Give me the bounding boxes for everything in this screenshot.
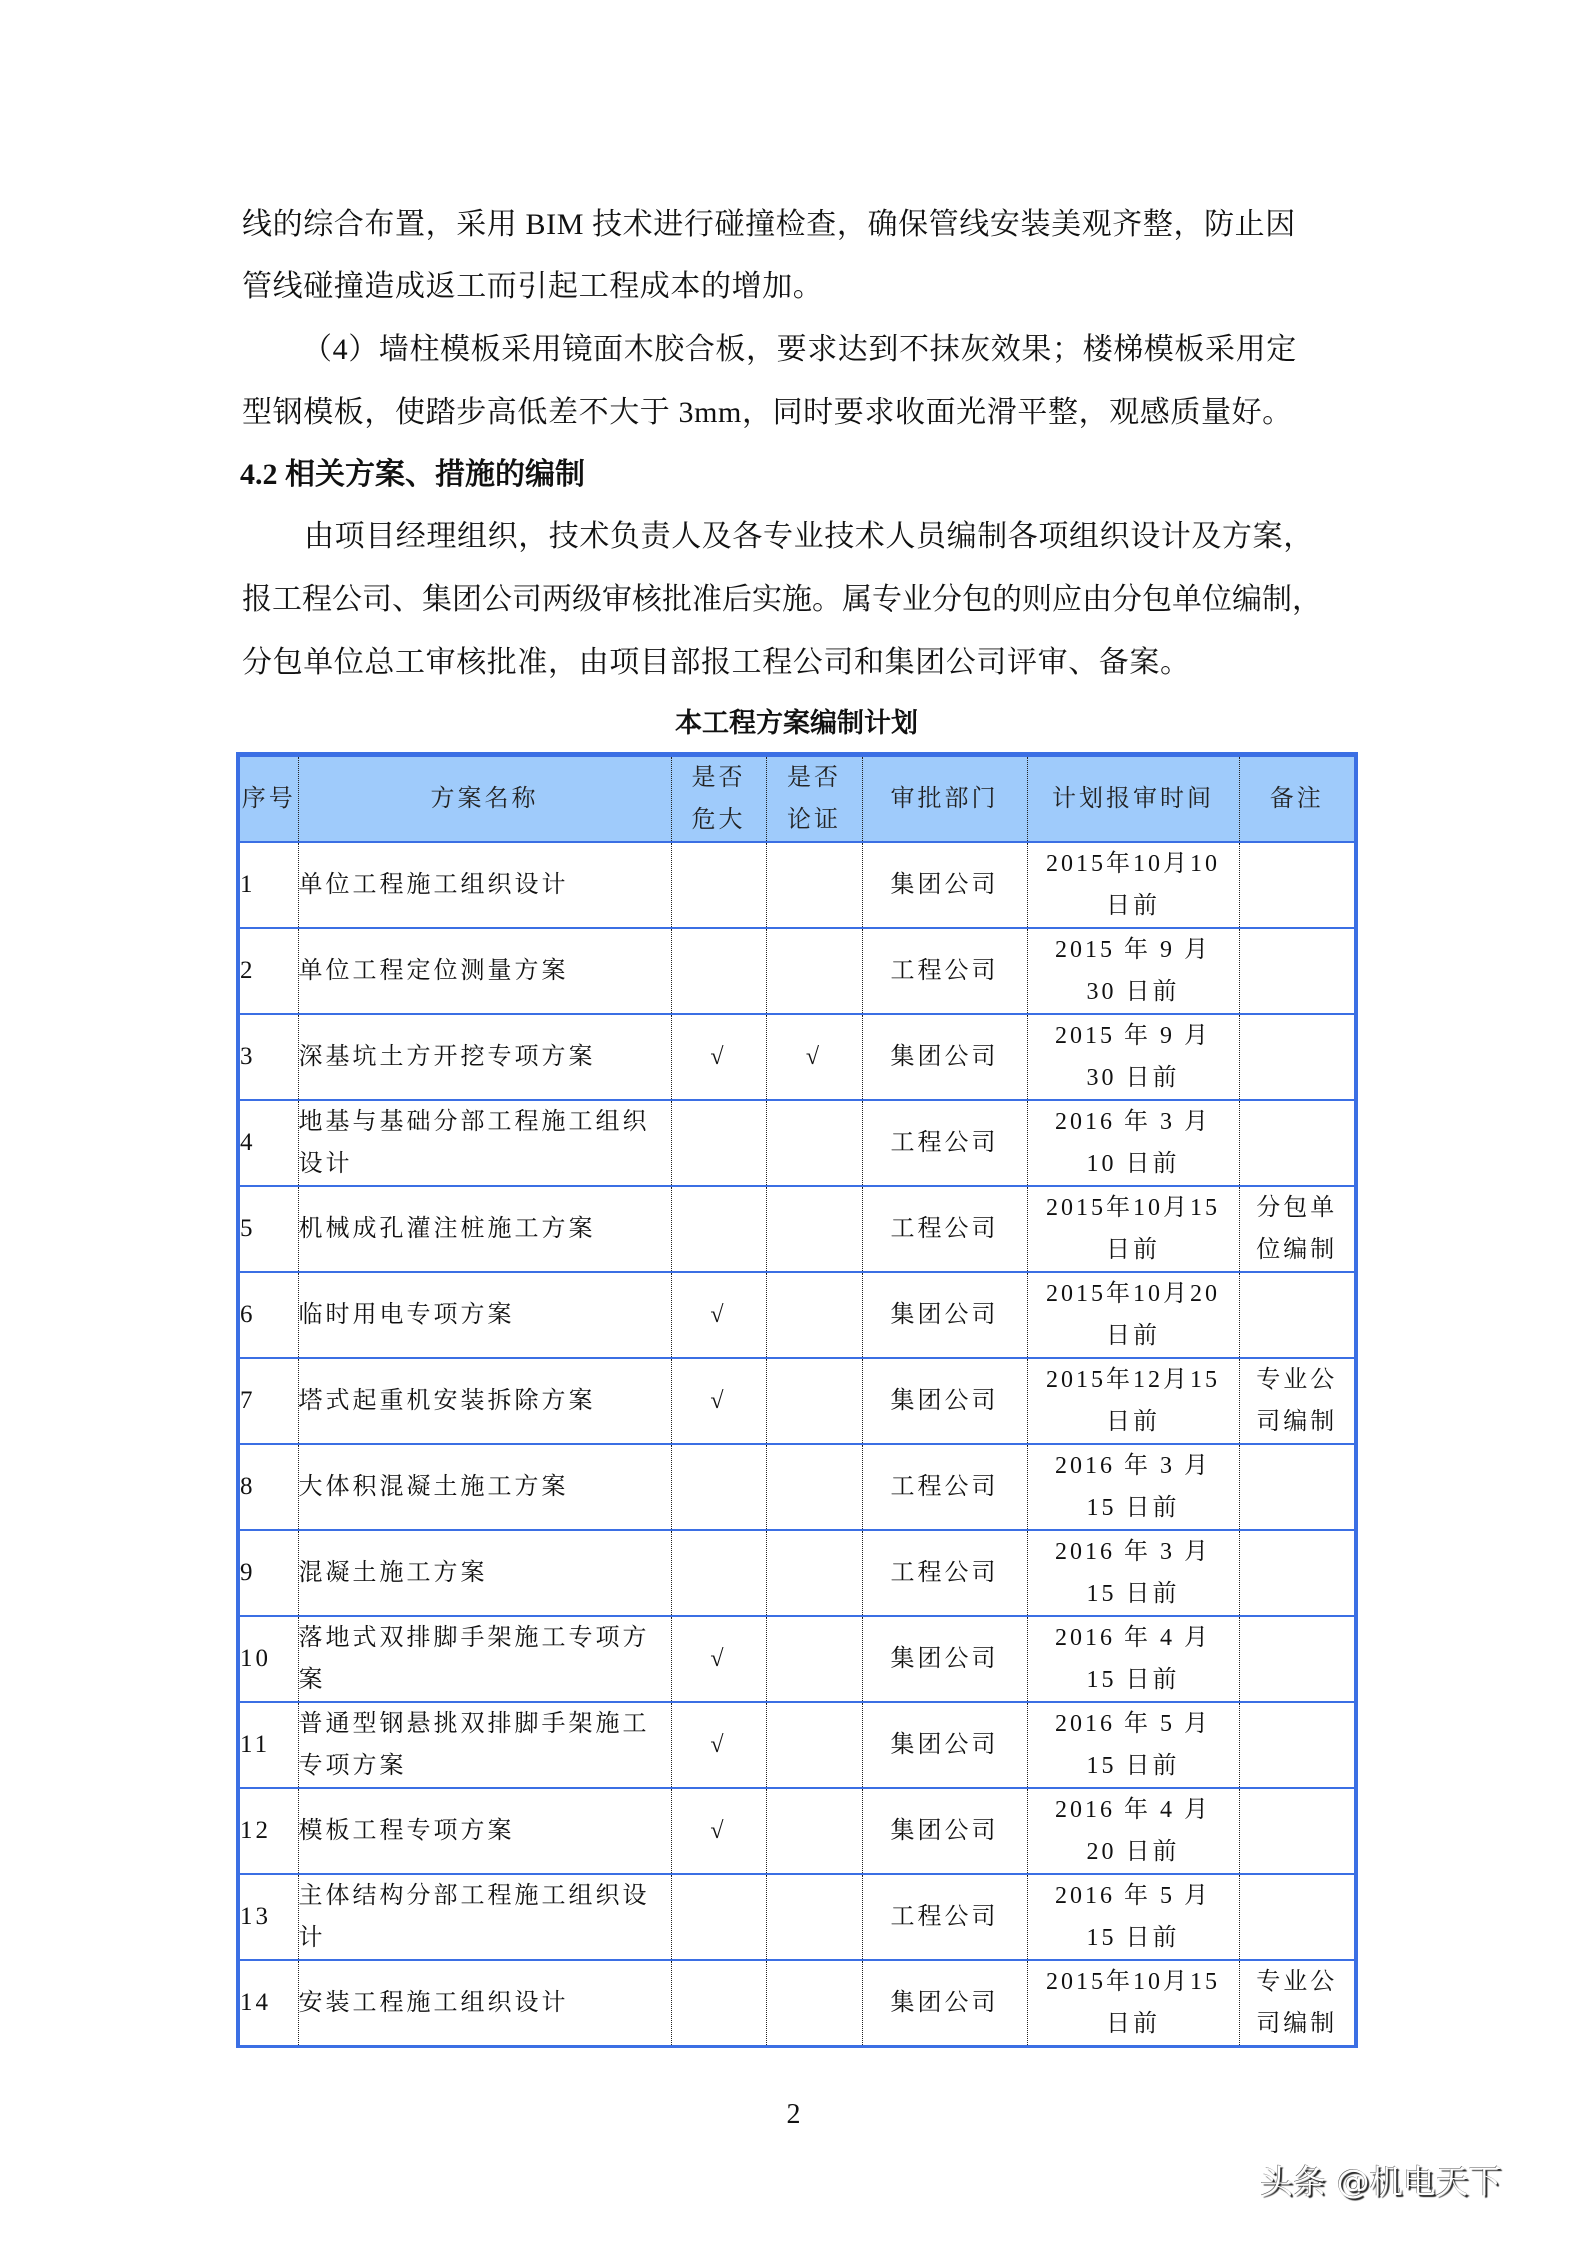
cell-date: 2016 年 3 月 15 日前	[1027, 1444, 1239, 1530]
table-row	[238, 842, 1356, 928]
cell-review-check	[766, 1444, 862, 1530]
cell-date: 2016 年 4 月 20 日前	[1027, 1788, 1239, 1874]
section-heading: 4.2 相关方案、措施的编制	[240, 458, 585, 491]
watermark: 头条 @机电天下	[1260, 2162, 1502, 2201]
header-dept: 审批部门	[862, 755, 1027, 843]
cell-dept: 集团公司	[862, 1358, 1027, 1444]
cell-name: 主体结构分部工程施工组织设计	[298, 1874, 671, 1960]
cell-no: 12	[238, 1788, 298, 1874]
table-row	[238, 1702, 1356, 1788]
cell-name: 塔式起重机安装拆除方案	[298, 1358, 671, 1444]
cell-review-check	[766, 1788, 862, 1874]
cell-no: 2	[238, 928, 298, 1014]
header-review: 是否论证	[766, 755, 862, 843]
cell-dept: 工程公司	[862, 1874, 1027, 1960]
table-caption: 本工程方案编制计划	[675, 708, 918, 738]
cell-no: 3	[238, 1014, 298, 1100]
cell-dept: 集团公司	[862, 1702, 1027, 1788]
cell-date: 2015年10月15日前	[1027, 1186, 1239, 1272]
cell-name: 单位工程施工组织设计	[298, 842, 671, 928]
cell-dangerous-check: √	[671, 1788, 766, 1874]
cell-review-check	[766, 1702, 862, 1788]
cell-review-check	[766, 1960, 862, 2047]
cell-dangerous-check	[671, 1444, 766, 1530]
cell-date: 2015年10月15日前	[1027, 1960, 1239, 2047]
cell-name: 临时用电专项方案	[298, 1272, 671, 1358]
cell-name: 深基坑土方开挖专项方案	[298, 1014, 671, 1100]
cell-note	[1239, 928, 1356, 1014]
table-header-row	[238, 755, 1356, 843]
cell-note	[1239, 1530, 1356, 1616]
header-dangerous: 是否危大	[671, 755, 766, 843]
header-no: 序号	[238, 755, 298, 843]
table-row	[238, 1100, 1356, 1186]
cell-no: 9	[238, 1530, 298, 1616]
cell-name: 普通型钢悬挑双排脚手架施工专项方案	[298, 1702, 671, 1788]
header-name: 方案名称	[298, 755, 671, 843]
cell-note	[1239, 842, 1356, 928]
table-row	[238, 1014, 1356, 1100]
cell-name: 机械成孔灌注桩施工方案	[298, 1186, 671, 1272]
table-row	[238, 1444, 1356, 1530]
cell-review-check	[766, 1530, 862, 1616]
cell-date: 2015年10月10日前	[1027, 842, 1239, 928]
cell-note: 分包单位编制	[1239, 1186, 1356, 1272]
cell-review-check	[766, 1186, 862, 1272]
cell-dept: 工程公司	[862, 1530, 1027, 1616]
paragraph-line: 报工程公司、集团公司两级审核批准后实施。属专业分包的则应由分包单位编制，	[242, 583, 1322, 616]
cell-date: 2015 年 9 月 30 日前	[1027, 928, 1239, 1014]
cell-date: 2016 年 3 月 10 日前	[1027, 1100, 1239, 1186]
cell-dept: 集团公司	[862, 842, 1027, 928]
cell-dangerous-check	[671, 1874, 766, 1960]
cell-note	[1239, 1014, 1356, 1100]
cell-dangerous-check: √	[671, 1014, 766, 1100]
cell-note	[1239, 1874, 1356, 1960]
cell-date: 2016 年 5 月 15 日前	[1027, 1874, 1239, 1960]
cell-review-check: √	[766, 1014, 862, 1100]
cell-name: 地基与基础分部工程施工组织设计	[298, 1100, 671, 1186]
cell-review-check	[766, 1100, 862, 1186]
cell-name: 混凝土施工方案	[298, 1530, 671, 1616]
cell-dangerous-check	[671, 1530, 766, 1616]
cell-note: 专业公司编制	[1239, 1358, 1356, 1444]
cell-date: 2016 年 4 月 15 日前	[1027, 1616, 1239, 1702]
cell-no: 8	[238, 1444, 298, 1530]
cell-dangerous-check	[671, 842, 766, 928]
paragraph-line: 分包单位总工审核批准，由项目部报工程公司和集团公司评审、备案。	[242, 646, 1191, 679]
cell-dangerous-check: √	[671, 1702, 766, 1788]
cell-no: 7	[238, 1358, 298, 1444]
cell-review-check	[766, 928, 862, 1014]
cell-name: 安装工程施工组织设计	[298, 1960, 671, 2047]
cell-dangerous-check	[671, 1100, 766, 1186]
cell-dept: 工程公司	[862, 928, 1027, 1014]
paragraph-line: 型钢模板，使踏步高低差不大于 3mm，同时要求收面光滑平整，观感质量好。	[242, 396, 1293, 429]
cell-review-check	[766, 842, 862, 928]
cell-note	[1239, 1272, 1356, 1358]
cell-date: 2015年10月20日前	[1027, 1272, 1239, 1358]
cell-dept: 工程公司	[862, 1186, 1027, 1272]
header-date: 计划报审时间	[1027, 755, 1239, 843]
paragraph-line: 线的综合布置，采用 BIM 技术进行碰撞检查，确保管线安装美观齐整，防止因	[242, 208, 1296, 241]
cell-dept: 集团公司	[862, 1788, 1027, 1874]
cell-dept: 工程公司	[862, 1100, 1027, 1186]
table-row	[238, 1960, 1356, 2047]
cell-review-check	[766, 1616, 862, 1702]
table-row	[238, 1186, 1356, 1272]
table-body	[238, 842, 1356, 2047]
cell-note	[1239, 1444, 1356, 1530]
table-row	[238, 1874, 1356, 1960]
cell-dept: 集团公司	[862, 1272, 1027, 1358]
cell-dept: 工程公司	[862, 1444, 1027, 1530]
cell-dangerous-check	[671, 928, 766, 1014]
cell-name: 落地式双排脚手架施工专项方案	[298, 1616, 671, 1702]
table-row	[238, 928, 1356, 1014]
cell-dangerous-check	[671, 1960, 766, 2047]
paragraph-line: 管线碰撞造成返工而引起工程成本的增加。	[242, 270, 824, 303]
cell-note: 专业公司编制	[1239, 1960, 1356, 2047]
page-number: 2	[786, 2099, 801, 2130]
cell-no: 14	[238, 1960, 298, 2047]
cell-no: 6	[238, 1272, 298, 1358]
cell-date: 2016 年 5 月 15 日前	[1027, 1702, 1239, 1788]
cell-review-check	[766, 1874, 862, 1960]
cell-dangerous-check: √	[671, 1358, 766, 1444]
cell-review-check	[766, 1358, 862, 1444]
cell-dept: 集团公司	[862, 1960, 1027, 2047]
cell-name: 模板工程专项方案	[298, 1788, 671, 1874]
cell-review-check	[766, 1272, 862, 1358]
paragraph-line: 由项目经理组织，技术负责人及各专业技术人员编制各项组织设计及方案，	[304, 520, 1314, 553]
cell-no: 11	[238, 1702, 298, 1788]
cell-no: 13	[238, 1874, 298, 1960]
table-row	[238, 1530, 1356, 1616]
cell-dept: 集团公司	[862, 1014, 1027, 1100]
paragraph-line: （4）墙柱模板采用镜面木胶合板，要求达到不抹灰效果；楼梯模板采用定	[302, 333, 1297, 366]
table-row	[238, 1788, 1356, 1874]
cell-note	[1239, 1702, 1356, 1788]
cell-date: 2015 年 9 月 30 日前	[1027, 1014, 1239, 1100]
cell-note	[1239, 1100, 1356, 1186]
cell-dangerous-check: √	[671, 1616, 766, 1702]
cell-no: 10	[238, 1616, 298, 1702]
cell-note	[1239, 1616, 1356, 1702]
cell-note	[1239, 1788, 1356, 1874]
table-row	[238, 1616, 1356, 1702]
cell-name: 单位工程定位测量方案	[298, 928, 671, 1014]
cell-no: 1	[238, 842, 298, 928]
cell-no: 4	[238, 1100, 298, 1186]
header-note: 备注	[1239, 755, 1356, 843]
cell-date: 2015年12月15日前	[1027, 1358, 1239, 1444]
cell-dangerous-check	[671, 1186, 766, 1272]
cell-name: 大体积混凝土施工方案	[298, 1444, 671, 1530]
cell-dept: 集团公司	[862, 1616, 1027, 1702]
cell-no: 5	[238, 1186, 298, 1272]
table-row	[238, 1358, 1356, 1444]
table-row	[238, 1272, 1356, 1358]
plan-schedule-table	[236, 752, 1358, 2048]
cell-dangerous-check: √	[671, 1272, 766, 1358]
cell-date: 2016 年 3 月 15 日前	[1027, 1530, 1239, 1616]
